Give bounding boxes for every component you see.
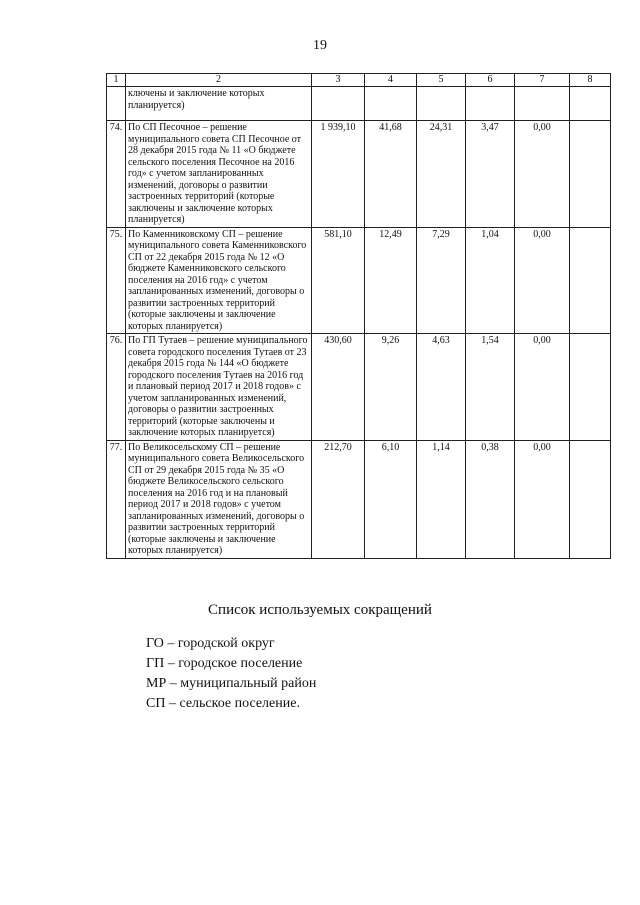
row-number: 75.: [107, 227, 126, 334]
cell-col8: [570, 227, 611, 334]
row-description: ключены и заключение которых планируется): [126, 87, 312, 121]
cell-col4: 12,49: [365, 227, 417, 334]
column-header: 8: [570, 74, 611, 87]
cell-col5: 24,31: [417, 121, 466, 228]
cell-col8: [570, 87, 611, 121]
cell-col8: [570, 334, 611, 441]
cell-col3: 212,70: [312, 440, 365, 558]
table-header-row: [107, 74, 611, 87]
row-description: По ГП Тутаев – решение муниципального совета городского поселения Тутаев от 23 декабря 2015 года № 144 «О бюджете городского поселения Тутаев на 2016 год и плановый период 2017 и 2018 годов» с учетом запланированных изменений, договоры о развитии застроенных территорий (которые заключены и заключение которых планируется): [126, 334, 312, 441]
table-row: [107, 440, 611, 558]
abbreviations-list: [146, 634, 316, 714]
cell-col3: 430,60: [312, 334, 365, 441]
cell-col4: 9,26: [365, 334, 417, 441]
cell-col5: 4,63: [417, 334, 466, 441]
cell-col6: 0,38: [466, 440, 515, 558]
abbreviation-item: СП – сельское поселение.: [146, 696, 300, 711]
abbreviation-item: ГП – городское поселение: [146, 656, 303, 671]
row-description: По Каменниковскому СП – решение муниципального совета Каменниковского СП от 22 декабря 2015 года № 12 «О бюджете Каменниковского сельского поселения на 2016 год» с учетом запланированных изменений, договоры о развитии застроенных территорий (которые заключены и заключение которых планируется): [126, 227, 312, 334]
cell-col3: 581,10: [312, 227, 365, 334]
cell-col4: 6,10: [365, 440, 417, 558]
cell-col4: [365, 87, 417, 121]
cell-col6: 1,54: [466, 334, 515, 441]
table-row: [107, 334, 611, 441]
cell-col5: [417, 87, 466, 121]
row-description: По СП Песочное – решение муниципального совета СП Песочное от 28 декабря 2015 года № 11 «О бюджете сельского поселения Песочное на 2016 год» с учетом запланированных изменений, договоры о развитии застроенных территорий (которые заключены и заключение которых планируется): [126, 121, 312, 228]
cell-col7: 0,00: [515, 227, 570, 334]
cell-col7: [515, 87, 570, 121]
row-number: 77.: [107, 440, 126, 558]
cell-col6: [466, 87, 515, 121]
budget-table: [106, 73, 611, 559]
column-header: 4: [365, 74, 417, 87]
table-row: [107, 87, 611, 121]
table-row: [107, 227, 611, 334]
cell-col6: 1,04: [466, 227, 515, 334]
table-row: [107, 121, 611, 228]
column-header: 3: [312, 74, 365, 87]
row-description: По Великосельскому СП – решение муниципального совета Великосельского СП от 29 декабря 2015 года № 35 «О бюджете Великосельского сельского поселения на 2016 год и на плановый период 2017 и 2018 годов» с учетом запланированных изменений, договоры о развитии застроенных территорий (которые заключены и заключение которых планируется): [126, 440, 312, 558]
cell-col6: 3,47: [466, 121, 515, 228]
cell-col5: 7,29: [417, 227, 466, 334]
cell-col3: [312, 87, 365, 121]
column-header: 6: [466, 74, 515, 87]
column-header: 2: [126, 74, 312, 87]
row-number: [107, 87, 126, 121]
page-number: 19: [313, 38, 327, 53]
abbreviations-title: Список используемых сокращений: [208, 602, 432, 618]
cell-col8: [570, 440, 611, 558]
column-header: 7: [515, 74, 570, 87]
row-number: 76.: [107, 334, 126, 441]
cell-col7: 0,00: [515, 440, 570, 558]
cell-col7: 0,00: [515, 121, 570, 228]
row-number: 74.: [107, 121, 126, 228]
cell-col4: 41,68: [365, 121, 417, 228]
abbreviation-item: ГО – городской округ: [146, 636, 275, 651]
column-header: 5: [417, 74, 466, 87]
cell-col5: 1,14: [417, 440, 466, 558]
column-header: 1: [107, 74, 126, 87]
cell-col3: 1 939,10: [312, 121, 365, 228]
cell-col8: [570, 121, 611, 228]
abbreviation-item: МР – муниципальный район: [146, 676, 317, 691]
cell-col7: 0,00: [515, 334, 570, 441]
